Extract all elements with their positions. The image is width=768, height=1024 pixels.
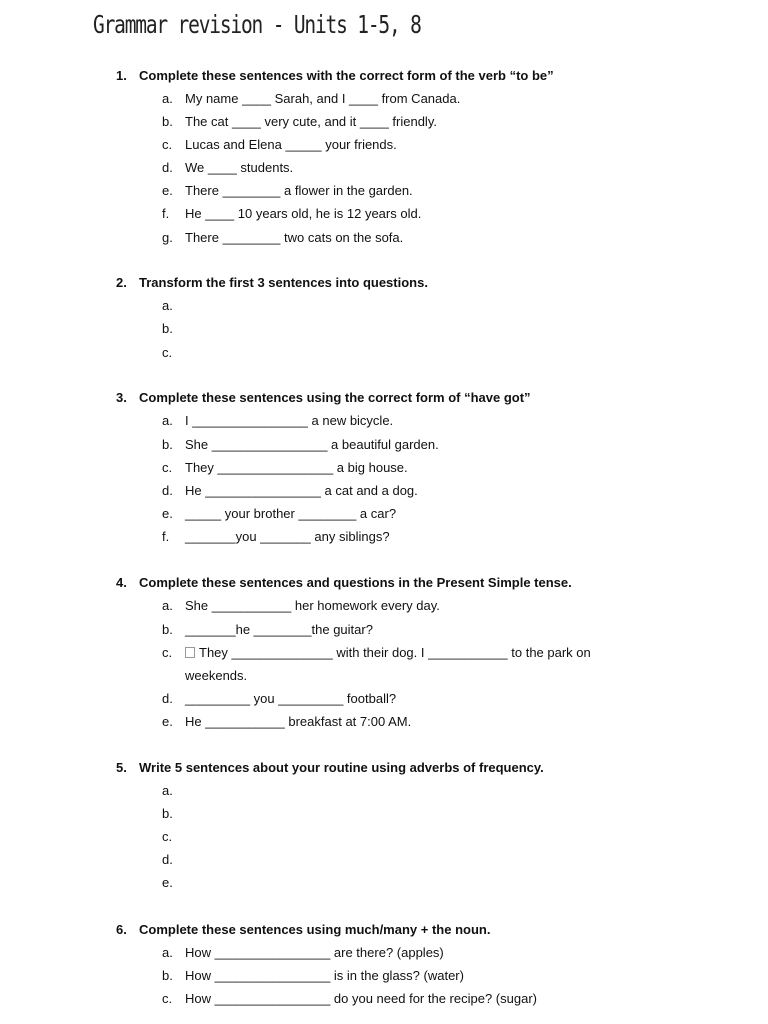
list-item: f. _______you _______ any siblings? bbox=[162, 529, 390, 544]
list-item: a. My name ____ Sarah, and I ____ from Canada. bbox=[162, 91, 461, 106]
exercise-heading: 1. Complete these sentences with the correct form of the verb “to be” bbox=[116, 68, 554, 83]
list-item: b. The cat ____ very cute, and it ____ friendly. bbox=[162, 114, 437, 129]
page-title: Grammar revision - Units 1-5, 8 bbox=[93, 10, 421, 39]
list-item: e. He ___________ breakfast at 7:00 AM. bbox=[162, 714, 412, 729]
list-item: b. She ________________ a beautiful garden. bbox=[162, 437, 439, 452]
list-item-continuation: weekends. bbox=[185, 668, 248, 683]
list-item: c. Lucas and Elena _____ your friends. bbox=[162, 137, 397, 152]
checkbox-icon bbox=[185, 647, 195, 658]
list-item: d. He ________________ a cat and a dog. bbox=[162, 483, 418, 498]
exercise-heading: 3. Complete these sentences using the correct form of “have got” bbox=[116, 390, 531, 405]
list-item: c. bbox=[162, 829, 173, 844]
list-item: e. bbox=[162, 875, 173, 890]
list-item: b. bbox=[162, 806, 173, 821]
list-item: e. There ________ a flower in the garden. bbox=[162, 183, 413, 198]
exercise-heading: 5. Write 5 sentences about your routine using adverbs of frequency. bbox=[116, 760, 544, 775]
exercise-heading: 2. Transform the first 3 sentences into questions. bbox=[116, 275, 428, 290]
list-item: c. They ________________ a big house. bbox=[162, 460, 408, 475]
list-item: a. She ___________ her homework every day. bbox=[162, 598, 440, 613]
list-item: a. bbox=[162, 783, 173, 798]
list-item: f. He ____ 10 years old, he is 12 years old. bbox=[162, 206, 422, 221]
exercise-heading: 4. Complete these sentences and questions in the Present Simple tense. bbox=[116, 575, 572, 590]
list-item: d. We ____ students. bbox=[162, 160, 294, 175]
list-item: a. bbox=[162, 298, 173, 313]
exercise-heading: 6. Complete these sentences using much/many + the noun. bbox=[116, 922, 491, 937]
list-item: b. How ________________ is in the glass? (water) bbox=[162, 968, 464, 983]
list-item: c. bbox=[162, 345, 173, 360]
list-item: b. _______he ________the guitar? bbox=[162, 622, 373, 637]
list-item: c. How ________________ do you need for the recipe? (sugar) bbox=[162, 991, 537, 1006]
list-item: g. There ________ two cats on the sofa. bbox=[162, 230, 404, 245]
list-item: a. How ________________ are there? (apples) bbox=[162, 945, 444, 960]
list-item: d. bbox=[162, 852, 173, 867]
list-item: e. _____ your brother ________ a car? bbox=[162, 506, 397, 521]
list-item: d. _________ you _________ football? bbox=[162, 691, 397, 706]
list-item: c. They ______________ with their dog. I ___________ to the park on bbox=[162, 645, 591, 660]
list-item: a. I ________________ a new bicycle. bbox=[162, 413, 394, 428]
list-item: b. bbox=[162, 321, 173, 336]
